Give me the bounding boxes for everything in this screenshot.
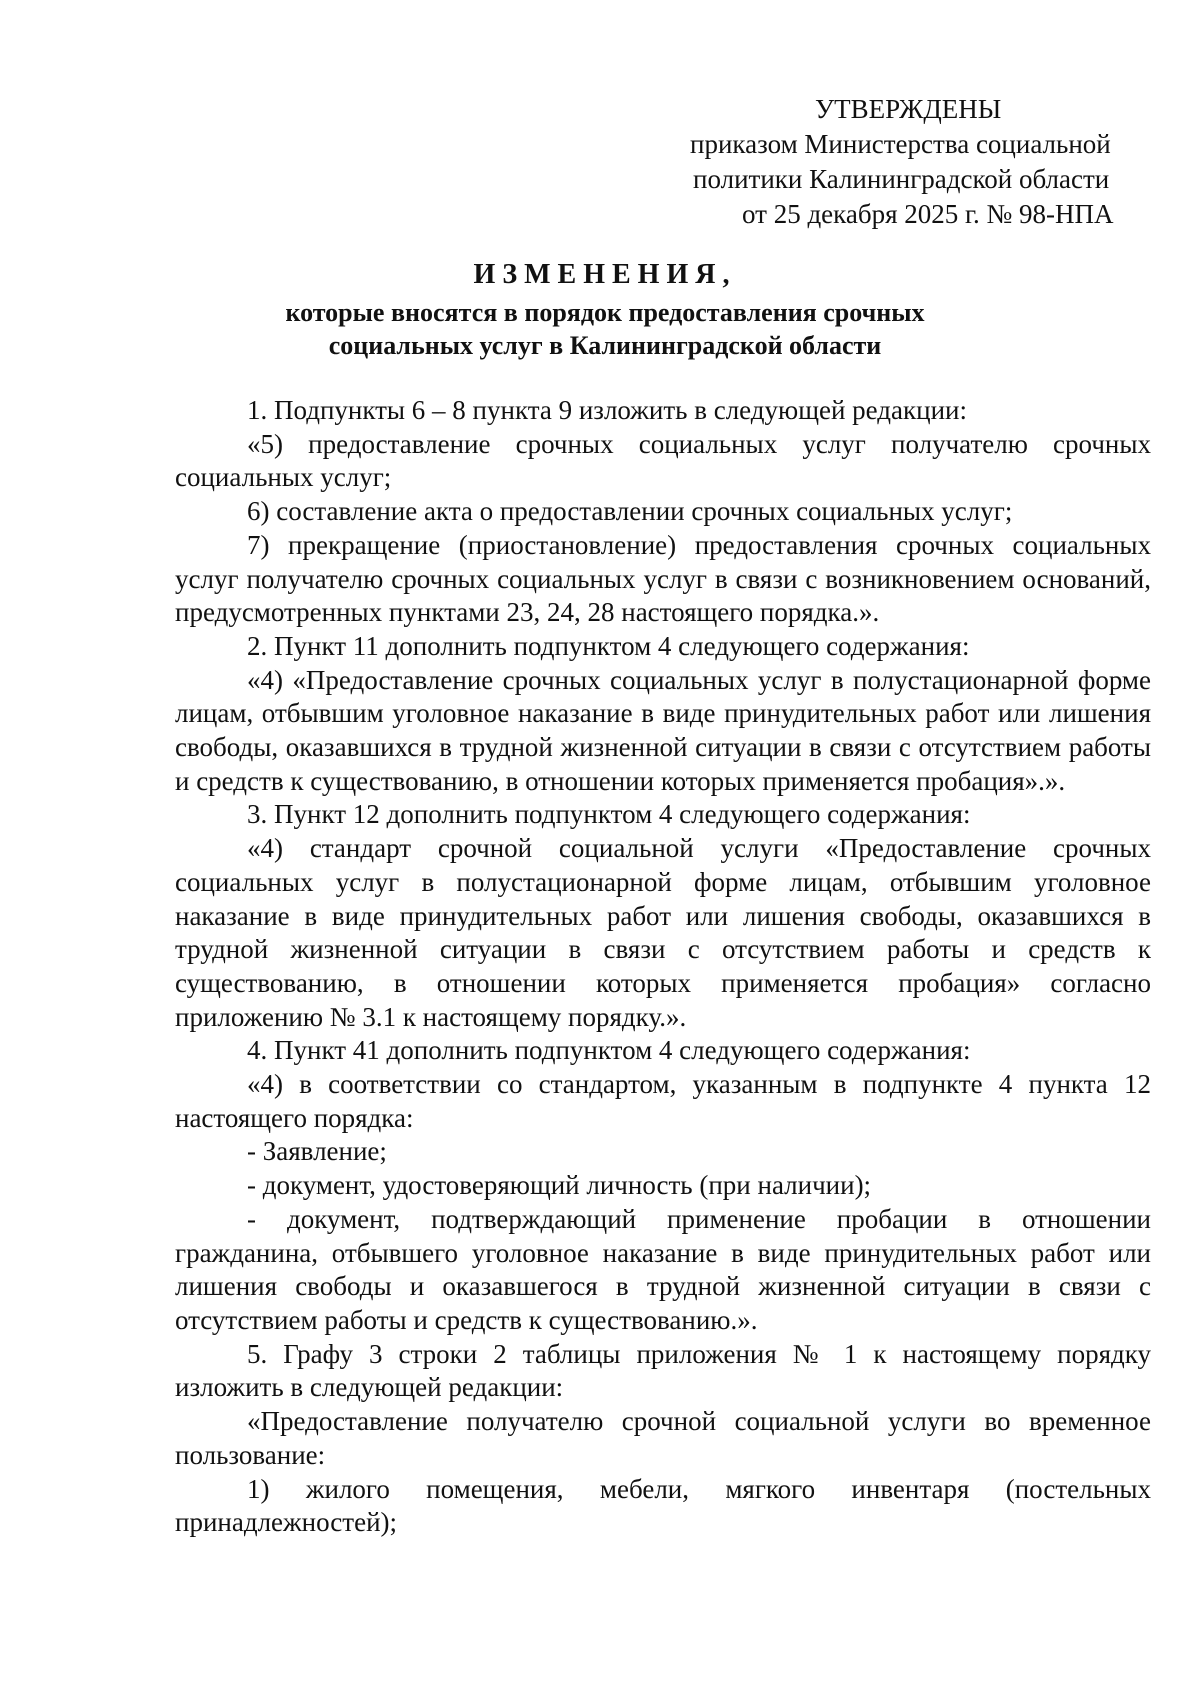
paragraph-sub-5: «5) предоставление срочных социальных услуг получателю срочных социальных услуг; (175, 428, 1151, 493)
paragraph-sub-6: 6) составление акта о предоставлении срочных социальных услуг; (247, 496, 1013, 527)
subtitle-line-2: социальных услуг в Калининградской области (328, 331, 882, 360)
paragraph-sub-7: 7) прекращение (приостановление) предоставления срочных социальных услуг получателю срочных социальных услуг в связи с возникновением оснований, предусмотренных пунктами 23, 24, 28 настоящего порядка.». (175, 529, 1151, 628)
paragraph-item-1: 1. Подпункты 6 – 8 пункта 9 изложить в следующей редакции: (247, 395, 967, 425)
paragraph-item-5-text: «Предоставление получателю срочной социальной услуги во временное пользование: (175, 1406, 1151, 1470)
list-item-statement: - Заявление; (247, 1136, 387, 1167)
approval-line-order: приказом Министерства социальной (690, 129, 1111, 159)
paragraph-item-3-text: «4) стандарт срочной социальной услуги «Предоставление срочных социальных услуг в полустационарной форме лицам, отбывшим уголовное наказание в виде принудительных работ или лишения свободы, оказавшихся в трудной жизненной ситуации в связи с отсутствием работы и средств к существованию, в отношении которых применяется пробация» согласно приложению № 3.1 к настоящему порядку.». (175, 833, 1151, 1032)
subtitle-line-1: которые вносятся в порядок предоставления срочных (285, 298, 925, 327)
approval-line-authority: политики Калининградской области (693, 164, 1110, 194)
list-item-probation-document: - документ, подтверждающий применение пробации в отношении гражданина, отбывшего уголовное наказание в виде принудительных работ или лишения свободы и оказавшегося в трудной жизненной ситуации в связи с отсутствием работы и средств к существованию.». (175, 1203, 1151, 1335)
document-title: ИЗМЕНЕНИЯ, (473, 259, 737, 290)
paragraph-item-3: 3. Пункт 12 дополнить подпунктом 4 следующего содержания: (247, 799, 971, 830)
paragraph-item-4: 4. Пункт 41 дополнить подпунктом 4 следующего содержания: (247, 1035, 971, 1066)
approval-title: УТВЕРЖДЕНЫ (815, 94, 1002, 124)
list-item-identity-document: - документ, удостоверяющий личность (при наличии); (247, 1170, 872, 1201)
paragraph-item-2-text: «4) «Предоставление срочных социальных услуг в полустационарной форме лицам, отбывшим уголовное наказание в виде принудительных работ или лишения свободы, оказавшихся в трудной жизненной ситуации в связи с отсутствием работы и средств к существованию, в отношении которых применяется пробация».». (175, 664, 1151, 796)
approval-line-date: от 25 декабря 2025 г. № 98-НПА (742, 199, 1114, 229)
paragraph-item-4-text: «4) в соответствии со стандартом, указанным в подпункте 4 пункта 12 настоящего порядка: (175, 1069, 1151, 1133)
paragraph-item-5: 5. Графу 3 строки 2 таблицы приложения № 1 к настоящему порядку изложить в следующей редакции: (175, 1338, 1151, 1403)
document-subtitle (160, 296, 1050, 362)
paragraph-item-2: 2. Пункт 11 дополнить подпунктом 4 следующего содержания: (247, 630, 970, 661)
approval-stamp (690, 92, 1150, 232)
document-body (175, 394, 1151, 1540)
paragraph-item-5-sub-1: 1) жилого помещения, мебели, мягкого инвентаря (постельных принадлежностей); (175, 1473, 1151, 1538)
